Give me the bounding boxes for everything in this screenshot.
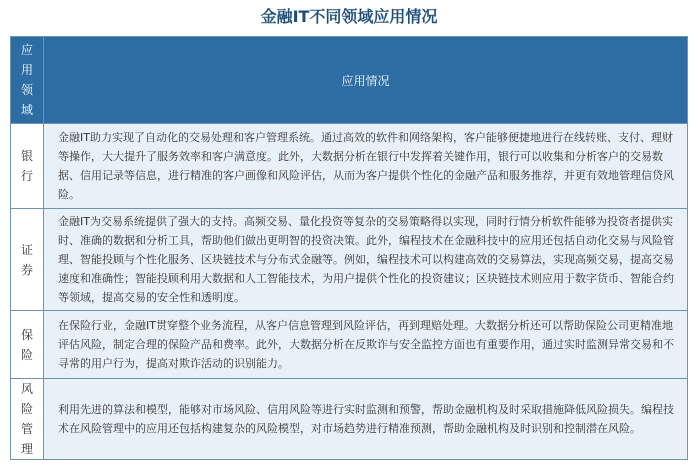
content-cell-banking: 金融IT助力实现了自动化的交易处理和客户管理系统。通过高效的软件和网络架构，客户能够便捷地进行在线转账、支付、理财等操作，大大提升了服务效率和客户满意度。此外，大数据分析在银行中发挥着关键作用，银行可以收集和分析客户的交易数据、信用记录等信息，进行精准的客户画像和风险评估，从而为客户提供个性化的金融产品和服务推荐，并更有效地管理信贷风险。 bbox=[44, 124, 688, 209]
table-header-row bbox=[11, 37, 688, 124]
header-content-cell: 应用情况 bbox=[44, 37, 688, 124]
content-cell-securities: 金融IT为交易系统提供了强大的支持。高频交易、量化投资等复杂的交易策略得以实现，同时行情分析软件能够为投资者提供实时、准确的数据和分析工具，帮助他们做出更明智的投资决策。此外，编程技术在金融科技中的应用还包括自动化交易与风险管理、智能投顾与个性化服务、区块链技术与分布式金融等。例如，编程技术可以构建高效的交易算法，实现高频交易，提高交易速度和准确性；智能投顾利用大数据和人工智能技术，为用户提供个性化的投资建议；区块链技术则应用于数字货币、智能合约等领域，提高交易的安全性和透明度。 bbox=[44, 209, 688, 311]
category-cell-risk-management bbox=[11, 379, 44, 460]
category-char: 险 bbox=[20, 347, 33, 362]
category-char: 行 bbox=[20, 169, 33, 183]
header-category-char: 应 bbox=[20, 43, 33, 57]
header-category-char: 领 bbox=[20, 83, 33, 97]
application-table bbox=[10, 36, 688, 460]
table-row-securities bbox=[11, 209, 688, 311]
page-title: 金融IT不同领域应用情况 bbox=[260, 7, 438, 26]
table-row-banking bbox=[11, 124, 688, 209]
category-char: 风 bbox=[20, 382, 33, 396]
table-row-insurance bbox=[11, 311, 688, 379]
category-char: 险 bbox=[20, 402, 33, 416]
category-char: 银 bbox=[20, 149, 33, 163]
category-char: 理 bbox=[20, 442, 33, 456]
category-char: 管 bbox=[20, 422, 33, 436]
category-char: 券 bbox=[20, 262, 33, 277]
category-char: 证 bbox=[20, 242, 33, 257]
content-cell-risk-management: 利用先进的算法和模型，能够对市场风险、信用风险等进行实时监测和预警，帮助金融机构及时采取措施降低风险损失。编程技术在风险管理中的应用还包括构建复杂的风险模型，对市场趋势进行精准预测，帮助金融机构及时识别和控制潜在风险。 bbox=[44, 379, 688, 460]
content-cell-insurance: 在保险行业，金融IT贯穿整个业务流程，从客户信息管理到风险评估，再到理赔处理。大数据分析还可以帮助保险公司更精准地评估风险，制定合理的保险产品和费率。此外，大数据分析在反欺诈与安全监控方面也有重要作用，通过实时监测异常交易和不寻常的用户行为，提高对欺诈活动的识别能力。 bbox=[44, 311, 688, 379]
category-cell-banking bbox=[11, 124, 44, 209]
category-cell-insurance bbox=[11, 311, 44, 379]
table-row-risk-management bbox=[11, 379, 688, 460]
category-char: 保 bbox=[20, 327, 33, 342]
category-cell-securities bbox=[11, 209, 44, 311]
header-category-char: 域 bbox=[20, 103, 33, 117]
header-category-char: 用 bbox=[20, 63, 33, 77]
header-category-cell bbox=[11, 37, 44, 124]
header-category-label bbox=[11, 40, 43, 120]
